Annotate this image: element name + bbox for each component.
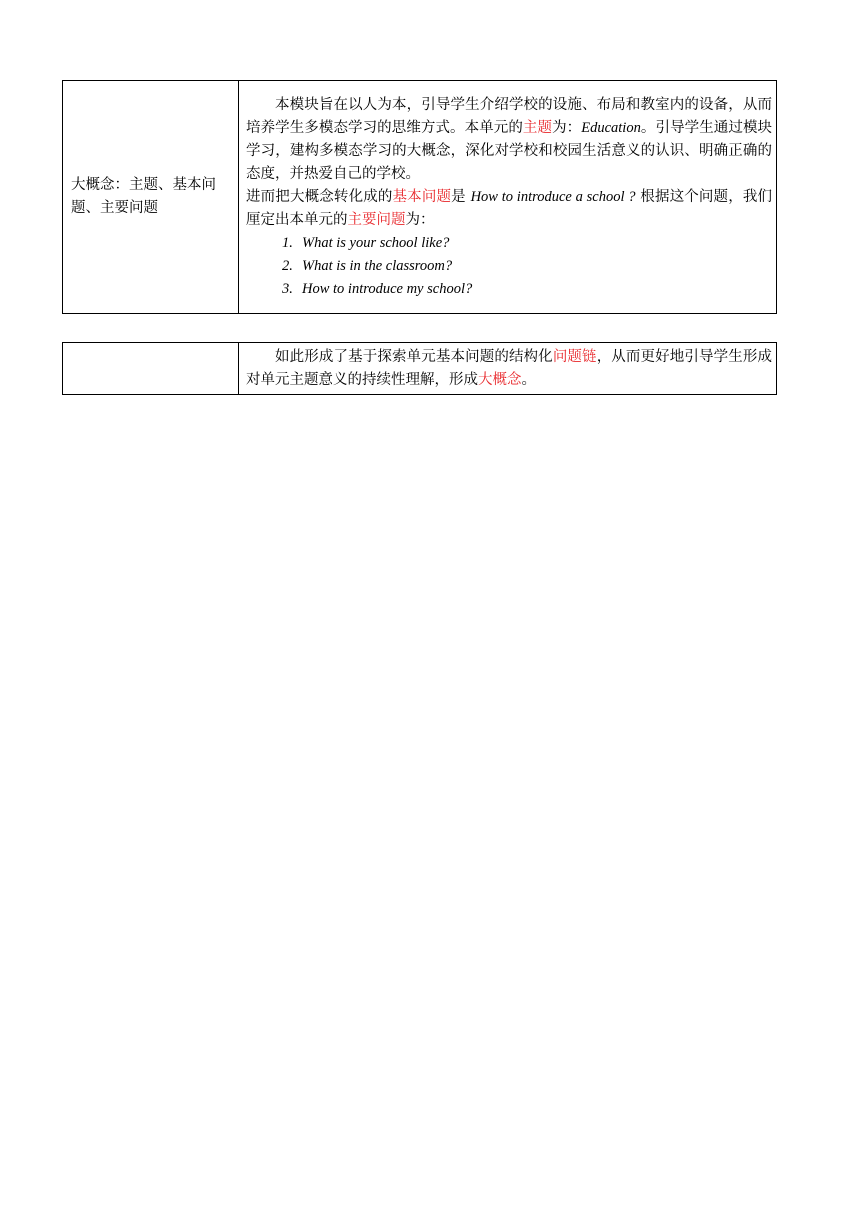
- chain-text-pre: 如此形成了基于探索单元基本问题的结构化: [275, 349, 553, 365]
- table-row: [63, 81, 777, 314]
- intro-text: 本模块旨在以人为本，引导学生介绍学校的设施、布局和教室内的设备，从而培养学生多模态学习的思维方式。本单元的: [246, 97, 772, 136]
- basic-question: How to introduce a school ?: [470, 189, 636, 205]
- is-word: 是: [451, 189, 466, 205]
- list-item: [246, 255, 772, 278]
- transition-post: 根据这个问题，我们厘定出本单元的: [246, 189, 773, 228]
- basic-question-paragraph: [246, 186, 772, 232]
- table-row: [63, 343, 777, 395]
- question-chain-paragraph: [246, 346, 772, 392]
- basic-question-highlight: 基本问题: [392, 189, 452, 205]
- content-cell: [239, 343, 777, 395]
- question-number: 2.: [282, 258, 293, 274]
- main-questions-highlight: 主要问题: [347, 212, 406, 228]
- question-number: 3.: [282, 281, 293, 297]
- unit-concept-table: [62, 80, 777, 314]
- question-text: What is your school like?: [302, 235, 450, 251]
- content-block: [239, 91, 776, 303]
- question-chain-highlight: 问题链: [552, 349, 597, 365]
- theme-highlight: 主题: [522, 120, 553, 136]
- question-text: How to introduce my school?: [302, 281, 473, 297]
- label-cell: [63, 343, 239, 395]
- chain-text-mid: ，从而更好地引导学生形成对单元主题意义的持续性理解，形成: [246, 349, 773, 388]
- label-cell: [63, 81, 239, 314]
- content-block: [239, 343, 776, 394]
- chain-text-end: 。: [521, 372, 536, 388]
- question-chain-table: [62, 342, 777, 395]
- question-text: What is in the classroom?: [302, 258, 453, 274]
- transition-pre: 进而把大概念转化成的: [246, 189, 393, 205]
- theme-value: Education: [581, 120, 641, 136]
- big-concept-highlight: 大概念: [478, 372, 522, 388]
- theme-description: 。引导学生通过模块学习，建构多模态学习的大概念，深化对学校和校园生活意义的认识、明确正确的态度，并热爱自己的学校。: [246, 120, 773, 182]
- theme-colon: 为：: [552, 120, 582, 136]
- module-intro-paragraph: [246, 94, 772, 186]
- list-item: [246, 232, 772, 255]
- content-cell: [239, 81, 777, 314]
- main-questions-colon: 为：: [405, 212, 435, 228]
- concept-label: 大概念：主题、基本问题、主要问题: [71, 177, 216, 216]
- question-number: 1.: [282, 235, 293, 251]
- list-item: [246, 278, 772, 301]
